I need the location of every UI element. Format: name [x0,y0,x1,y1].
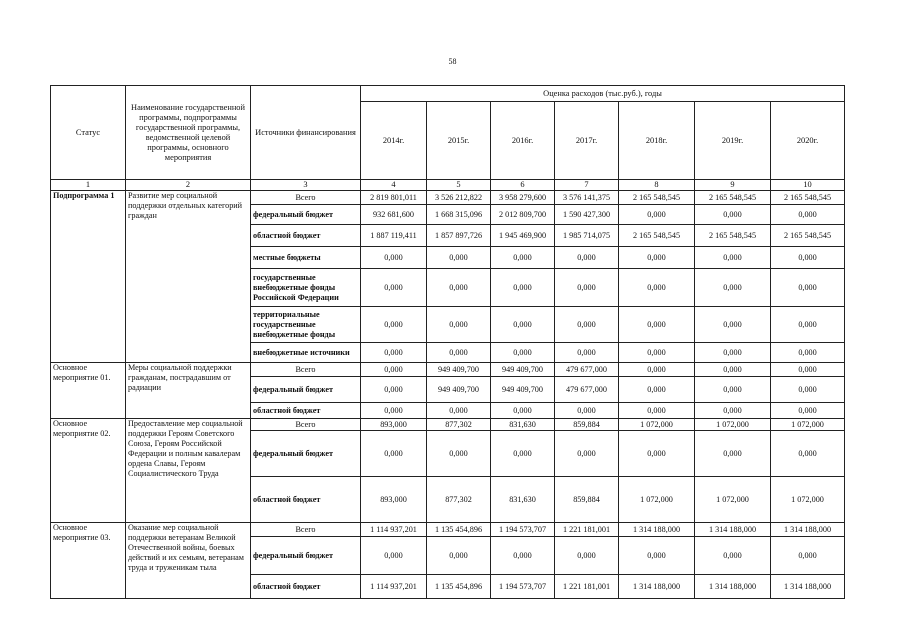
value-cell: 2 165 548,545 [771,225,845,247]
table-row [51,523,845,537]
value-cell: 893,000 [361,477,427,523]
value-cell: 877,302 [427,419,491,431]
value-cell: 0,000 [695,343,771,363]
header-year: 2014г. [361,102,427,180]
value-cell: 0,000 [695,363,771,377]
row-status: Основное мероприятие 03. [51,523,126,599]
value-cell: 1 135 454,896 [427,523,491,537]
value-cell: 0,000 [491,431,555,477]
value-cell: 0,000 [555,247,619,269]
header-year: 2017г. [555,102,619,180]
value-cell: 0,000 [771,431,845,477]
value-cell: 1 221 181,001 [555,523,619,537]
value-cell: 949 409,700 [427,377,491,403]
row-source: Всего [251,191,361,205]
value-cell: 1 072,000 [771,419,845,431]
value-cell: 0,000 [695,307,771,343]
value-cell: 0,000 [619,307,695,343]
table-row [51,419,845,431]
value-cell: 2 165 548,545 [771,191,845,205]
value-cell: 0,000 [361,343,427,363]
value-cell: 1 072,000 [695,477,771,523]
value-cell: 0,000 [771,537,845,575]
value-cell: 0,000 [361,403,427,419]
value-cell: 479 677,000 [555,363,619,377]
value-cell: 1 314 188,000 [771,575,845,599]
value-cell: 3 576 141,375 [555,191,619,205]
value-cell: 1 072,000 [695,419,771,431]
value-cell: 0,000 [771,307,845,343]
value-cell: 859,884 [555,419,619,431]
value-cell: 0,000 [361,431,427,477]
value-cell: 0,000 [555,307,619,343]
value-cell: 831,630 [491,477,555,523]
column-number: 4 [361,180,427,191]
row-source: федеральный бюджет [251,205,361,225]
column-number: 8 [619,180,695,191]
value-cell: 1 668 315,096 [427,205,491,225]
value-cell: 0,000 [361,537,427,575]
value-cell: 0,000 [491,307,555,343]
value-cell: 0,000 [491,269,555,307]
value-cell: 0,000 [619,363,695,377]
value-cell: 0,000 [695,403,771,419]
value-cell: 0,000 [427,269,491,307]
column-number: 3 [251,180,361,191]
value-cell: 0,000 [771,343,845,363]
value-cell: 479 677,000 [555,377,619,403]
value-cell: 1 590 427,300 [555,205,619,225]
value-cell: 0,000 [361,377,427,403]
value-cell: 2 165 548,545 [695,225,771,247]
value-cell: 0,000 [427,247,491,269]
value-cell: 0,000 [695,247,771,269]
value-cell: 0,000 [771,363,845,377]
value-cell: 0,000 [427,403,491,419]
row-program-name: Развитие мер социальной поддержки отдельных категорий граждан [126,191,251,363]
value-cell: 0,000 [771,403,845,419]
budget-table [50,85,845,599]
value-cell: 2 165 548,545 [619,225,695,247]
row-program-name: Оказание мер социальной поддержки ветеранам Великой Отечественной войны, боевых действий и их семьям, ветеранам труда и труженикам тыла [126,523,251,599]
value-cell: 949 409,700 [427,363,491,377]
value-cell: 0,000 [619,247,695,269]
value-cell: 1 194 573,707 [491,523,555,537]
value-cell: 1 857 897,726 [427,225,491,247]
value-cell: 0,000 [361,307,427,343]
value-cell: 949 409,700 [491,377,555,403]
value-cell: 0,000 [491,403,555,419]
value-cell: 1 072,000 [619,419,695,431]
value-cell: 0,000 [695,431,771,477]
column-number: 7 [555,180,619,191]
row-source: Всего [251,419,361,431]
row-status: Подпрограмма 1 [51,191,126,363]
value-cell: 3 958 279,600 [491,191,555,205]
row-source: федеральный бюджет [251,431,361,477]
value-cell: 0,000 [491,343,555,363]
value-cell: 932 681,600 [361,205,427,225]
column-number: 6 [491,180,555,191]
row-source: Всего [251,523,361,537]
column-number: 10 [771,180,845,191]
value-cell: 0,000 [361,269,427,307]
header-year: 2018г. [619,102,695,180]
value-cell: 1 314 188,000 [771,523,845,537]
value-cell: 1 221 181,001 [555,575,619,599]
row-source: внебюджетные источники [251,343,361,363]
header-status: Статус [51,86,126,180]
value-cell: 877,302 [427,477,491,523]
value-cell: 0,000 [555,431,619,477]
value-cell: 0,000 [619,269,695,307]
value-cell: 0,000 [619,403,695,419]
header-year: 2020г. [771,102,845,180]
value-cell: 0,000 [361,247,427,269]
value-cell: 0,000 [619,537,695,575]
value-cell: 0,000 [771,377,845,403]
value-cell: 0,000 [427,537,491,575]
value-cell: 1 314 188,000 [695,575,771,599]
value-cell: 0,000 [361,363,427,377]
value-cell: 1 072,000 [771,477,845,523]
value-cell: 0,000 [555,537,619,575]
header-year: 2015г. [427,102,491,180]
value-cell: 0,000 [695,205,771,225]
value-cell: 0,000 [771,247,845,269]
value-cell: 1 194 573,707 [491,575,555,599]
column-number: 1 [51,180,126,191]
value-cell: 3 526 212,822 [427,191,491,205]
row-source: областной бюджет [251,225,361,247]
value-cell: 1 072,000 [619,477,695,523]
value-cell: 0,000 [695,269,771,307]
value-cell: 0,000 [771,269,845,307]
value-cell: 0,000 [555,269,619,307]
value-cell: 2 165 548,545 [695,191,771,205]
row-source: областной бюджет [251,575,361,599]
header-year: 2016г. [491,102,555,180]
value-cell: 0,000 [619,343,695,363]
value-cell: 0,000 [427,343,491,363]
value-cell: 0,000 [619,205,695,225]
row-status: Основное мероприятие 02. [51,419,126,523]
column-number: 2 [126,180,251,191]
value-cell: 0,000 [555,403,619,419]
row-status: Основное мероприятие 01. [51,363,126,419]
value-cell: 893,000 [361,419,427,431]
row-source: территориальные государственные внебюджетные фонды [251,307,361,343]
table-row [51,363,845,377]
value-cell: 2 819 801,011 [361,191,427,205]
value-cell: 1 887 119,411 [361,225,427,247]
value-cell: 1 985 714,075 [555,225,619,247]
value-cell: 859,884 [555,477,619,523]
value-cell: 0,000 [619,431,695,477]
value-cell: 0,000 [695,377,771,403]
header-year: 2019г. [695,102,771,180]
row-source: местные бюджеты [251,247,361,269]
column-number: 9 [695,180,771,191]
value-cell: 0,000 [555,343,619,363]
value-cell: 0,000 [695,537,771,575]
value-cell: 1 114 937,201 [361,523,427,537]
value-cell: 1 314 188,000 [695,523,771,537]
value-cell: 0,000 [427,431,491,477]
value-cell: 0,000 [491,247,555,269]
row-source: областной бюджет [251,403,361,419]
row-source: федеральный бюджет [251,537,361,575]
column-number: 5 [427,180,491,191]
page-number: 58 [448,57,457,66]
value-cell: 0,000 [491,537,555,575]
value-cell: 831,630 [491,419,555,431]
row-program-name: Предоставление мер социальной поддержки Героям Советского Союза, Героям Российской Федерации и полным кавалерам ордена Славы, Героям Социалистического Труда [126,419,251,523]
value-cell: 1 135 454,896 [427,575,491,599]
header-estimate: Оценка расходов (тыс.руб.), годы [361,86,845,102]
value-cell: 0,000 [771,205,845,225]
row-source: федеральный бюджет [251,377,361,403]
row-source: государственные внебюджетные фонды Российской Федерации [251,269,361,307]
value-cell: 0,000 [427,307,491,343]
value-cell: 1 314 188,000 [619,523,695,537]
value-cell: 1 314 188,000 [619,575,695,599]
header-sources: Источники финансирования [251,86,361,180]
value-cell: 2 165 548,545 [619,191,695,205]
value-cell: 1 945 469,900 [491,225,555,247]
row-source: областной бюджет [251,477,361,523]
value-cell: 2 012 809,700 [491,205,555,225]
table-row [51,191,845,205]
row-source: Всего [251,363,361,377]
value-cell: 0,000 [619,377,695,403]
header-name: Наименование государственной программы, подпрограммы государственной программы, ведомственной целевой программы, основного мероприятия [126,86,251,180]
value-cell: 949 409,700 [491,363,555,377]
value-cell: 1 114 937,201 [361,575,427,599]
row-program-name: Меры социальной поддержки гражданам, пострадавшим от радиации [126,363,251,419]
